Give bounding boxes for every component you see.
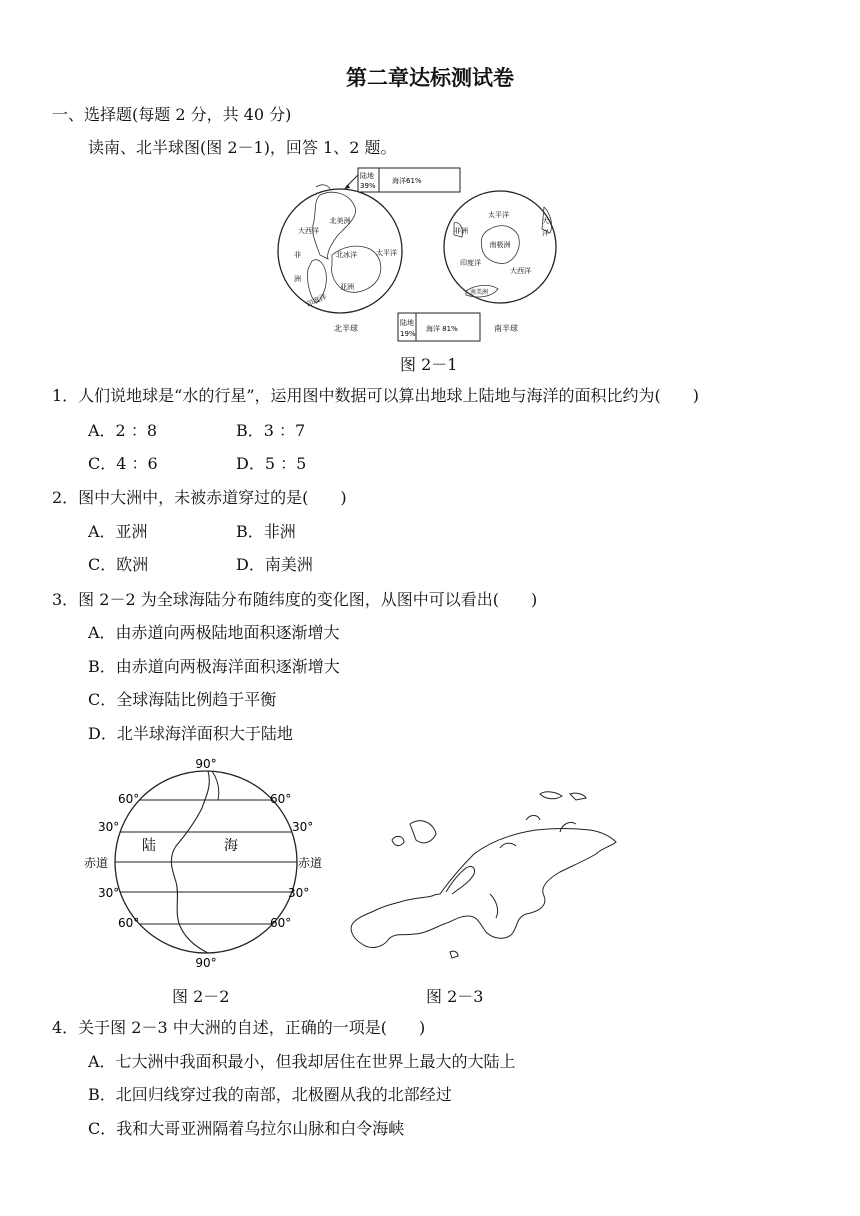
north-hemisphere [278,185,402,333]
fig2-left-60s: 60° [118,916,140,930]
q3-option-b[interactable]: B．由赤道向两极海洋面积逐渐增大 [88,657,340,676]
south-hemisphere-name: 南半球 [494,324,518,333]
fig2-land-label: 陆 [142,838,156,854]
north-land-pct: 39% [360,182,376,190]
question-3-stem: 3．图 2－2 为全球海陆分布随纬度的变化图，从图中可以看出( ) [52,590,538,609]
fig2-left-equator: 赤道 [84,856,109,870]
fig2-right-30s: 30° [288,886,310,900]
intro-text: 读南、北半球图(图 2－1)，回答 1、2 题。 [88,138,397,157]
q2-option-a[interactable]: A．亚洲 [88,522,148,541]
north-label-atlantic: 大西洋 [298,227,319,235]
q3-option-a[interactable]: A．由赤道向两极陆地面积逐渐增大 [88,623,340,642]
north-label-arctic: 北冰洋 [336,251,357,259]
fig2-top-90: 90° [195,757,217,771]
q4-option-c[interactable]: C．我和大哥亚洲隔着乌拉尔山脉和白令海峡 [88,1119,405,1138]
north-land-label: 陆地 [360,172,374,180]
q2-option-d[interactable]: D．南美洲 [236,555,313,574]
south-label-south-america: 南美洲 [470,289,489,296]
south-label-indian: 印度洋 [460,259,481,267]
fig2-bottom-90: 90° [195,956,217,970]
fig2-left-60n: 60° [118,792,140,806]
q3-option-d[interactable]: D．北半球海洋面积大于陆地 [88,724,293,743]
q4-option-b[interactable]: B．北回归线穿过我的南部，北极圈从我的北部经过 [88,1085,452,1104]
south-land-label: 陆地 [400,319,414,327]
question-1-stem: 1．人们说地球是“水的行星”，运用图中数据可以算出地球上陆地与海洋的面积比约为( ) [52,386,700,405]
south-label-pacific: 太平洋 [488,211,509,219]
q1-option-b[interactable]: B．3 ：7 [236,421,306,440]
north-hemisphere-name: 北半球 [334,324,358,333]
page-title: 第二章达标测试卷 [346,66,514,90]
south-hemisphere [444,191,556,333]
south-label-atlantic-main: 大西洋 [510,267,531,275]
fig2-left-30s: 30° [98,886,120,900]
figure-2-3-caption: 图 2－3 [426,987,484,1006]
south-label-antarctica: 南极洲 [489,241,511,249]
q1-option-c[interactable]: C．4 ：6 [88,454,158,473]
north-label-indian: 印度洋 [305,292,328,309]
fig2-right-60s: 60° [270,916,292,930]
q3-option-c[interactable]: C．全球海陆比例趋于平衡 [88,690,277,709]
fig2-right-equator: 赤道 [298,856,323,870]
hemispheres-figure [276,163,586,345]
figure-2-2-caption: 图 2－2 [172,987,230,1006]
section-heading: 一、选择题(每题 2 分，共 40 分) [52,105,292,124]
north-label-asia: 亚洲 [340,283,354,291]
question-2-stem: 2．图中大洲中，未被赤道穿过的是( ) [52,488,347,507]
north-label-pacific: 太平洋 [376,249,397,257]
fig2-right-30n: 30° [292,820,314,834]
fig2-right-60n: 60° [270,792,292,806]
figure-2-1-caption: 图 2－1 [400,355,458,374]
north-land-ratio-box [344,168,460,192]
north-ocean-label: 海洋61% [392,177,422,185]
north-label-north-america: 北美洲 [329,217,351,225]
south-label-africa: 非洲 [454,227,468,235]
south-land-ratio-box [398,313,480,341]
q4-option-a[interactable]: A．七大洲中我面积最小，但我却居住在世界上最大的大陆上 [88,1052,516,1071]
fig2-left-30n: 30° [98,820,120,834]
south-ocean-label: 海洋 81% [426,325,458,333]
q2-option-b[interactable]: B．非洲 [236,522,296,541]
south-label-atlantic-2: 洋 [542,229,549,237]
fig2-sea-label: 海 [224,838,238,854]
q1-option-a[interactable]: A．2 ：8 [88,421,158,440]
europe-outline-figure [340,784,630,970]
question-4-stem: 4．关于图 2－3 中大洲的自述，正确的一项是( ) [52,1018,426,1037]
south-label-atlantic-1: 大 [542,217,549,225]
q1-option-d[interactable]: D．5 ：5 [236,454,307,473]
south-land-pct: 19% [400,330,416,338]
land-sea-latitude-figure [80,756,340,970]
north-label-africa-1: 非 [294,251,301,259]
q2-option-c[interactable]: C．欧洲 [88,555,149,574]
north-label-africa-2: 洲 [294,275,301,283]
